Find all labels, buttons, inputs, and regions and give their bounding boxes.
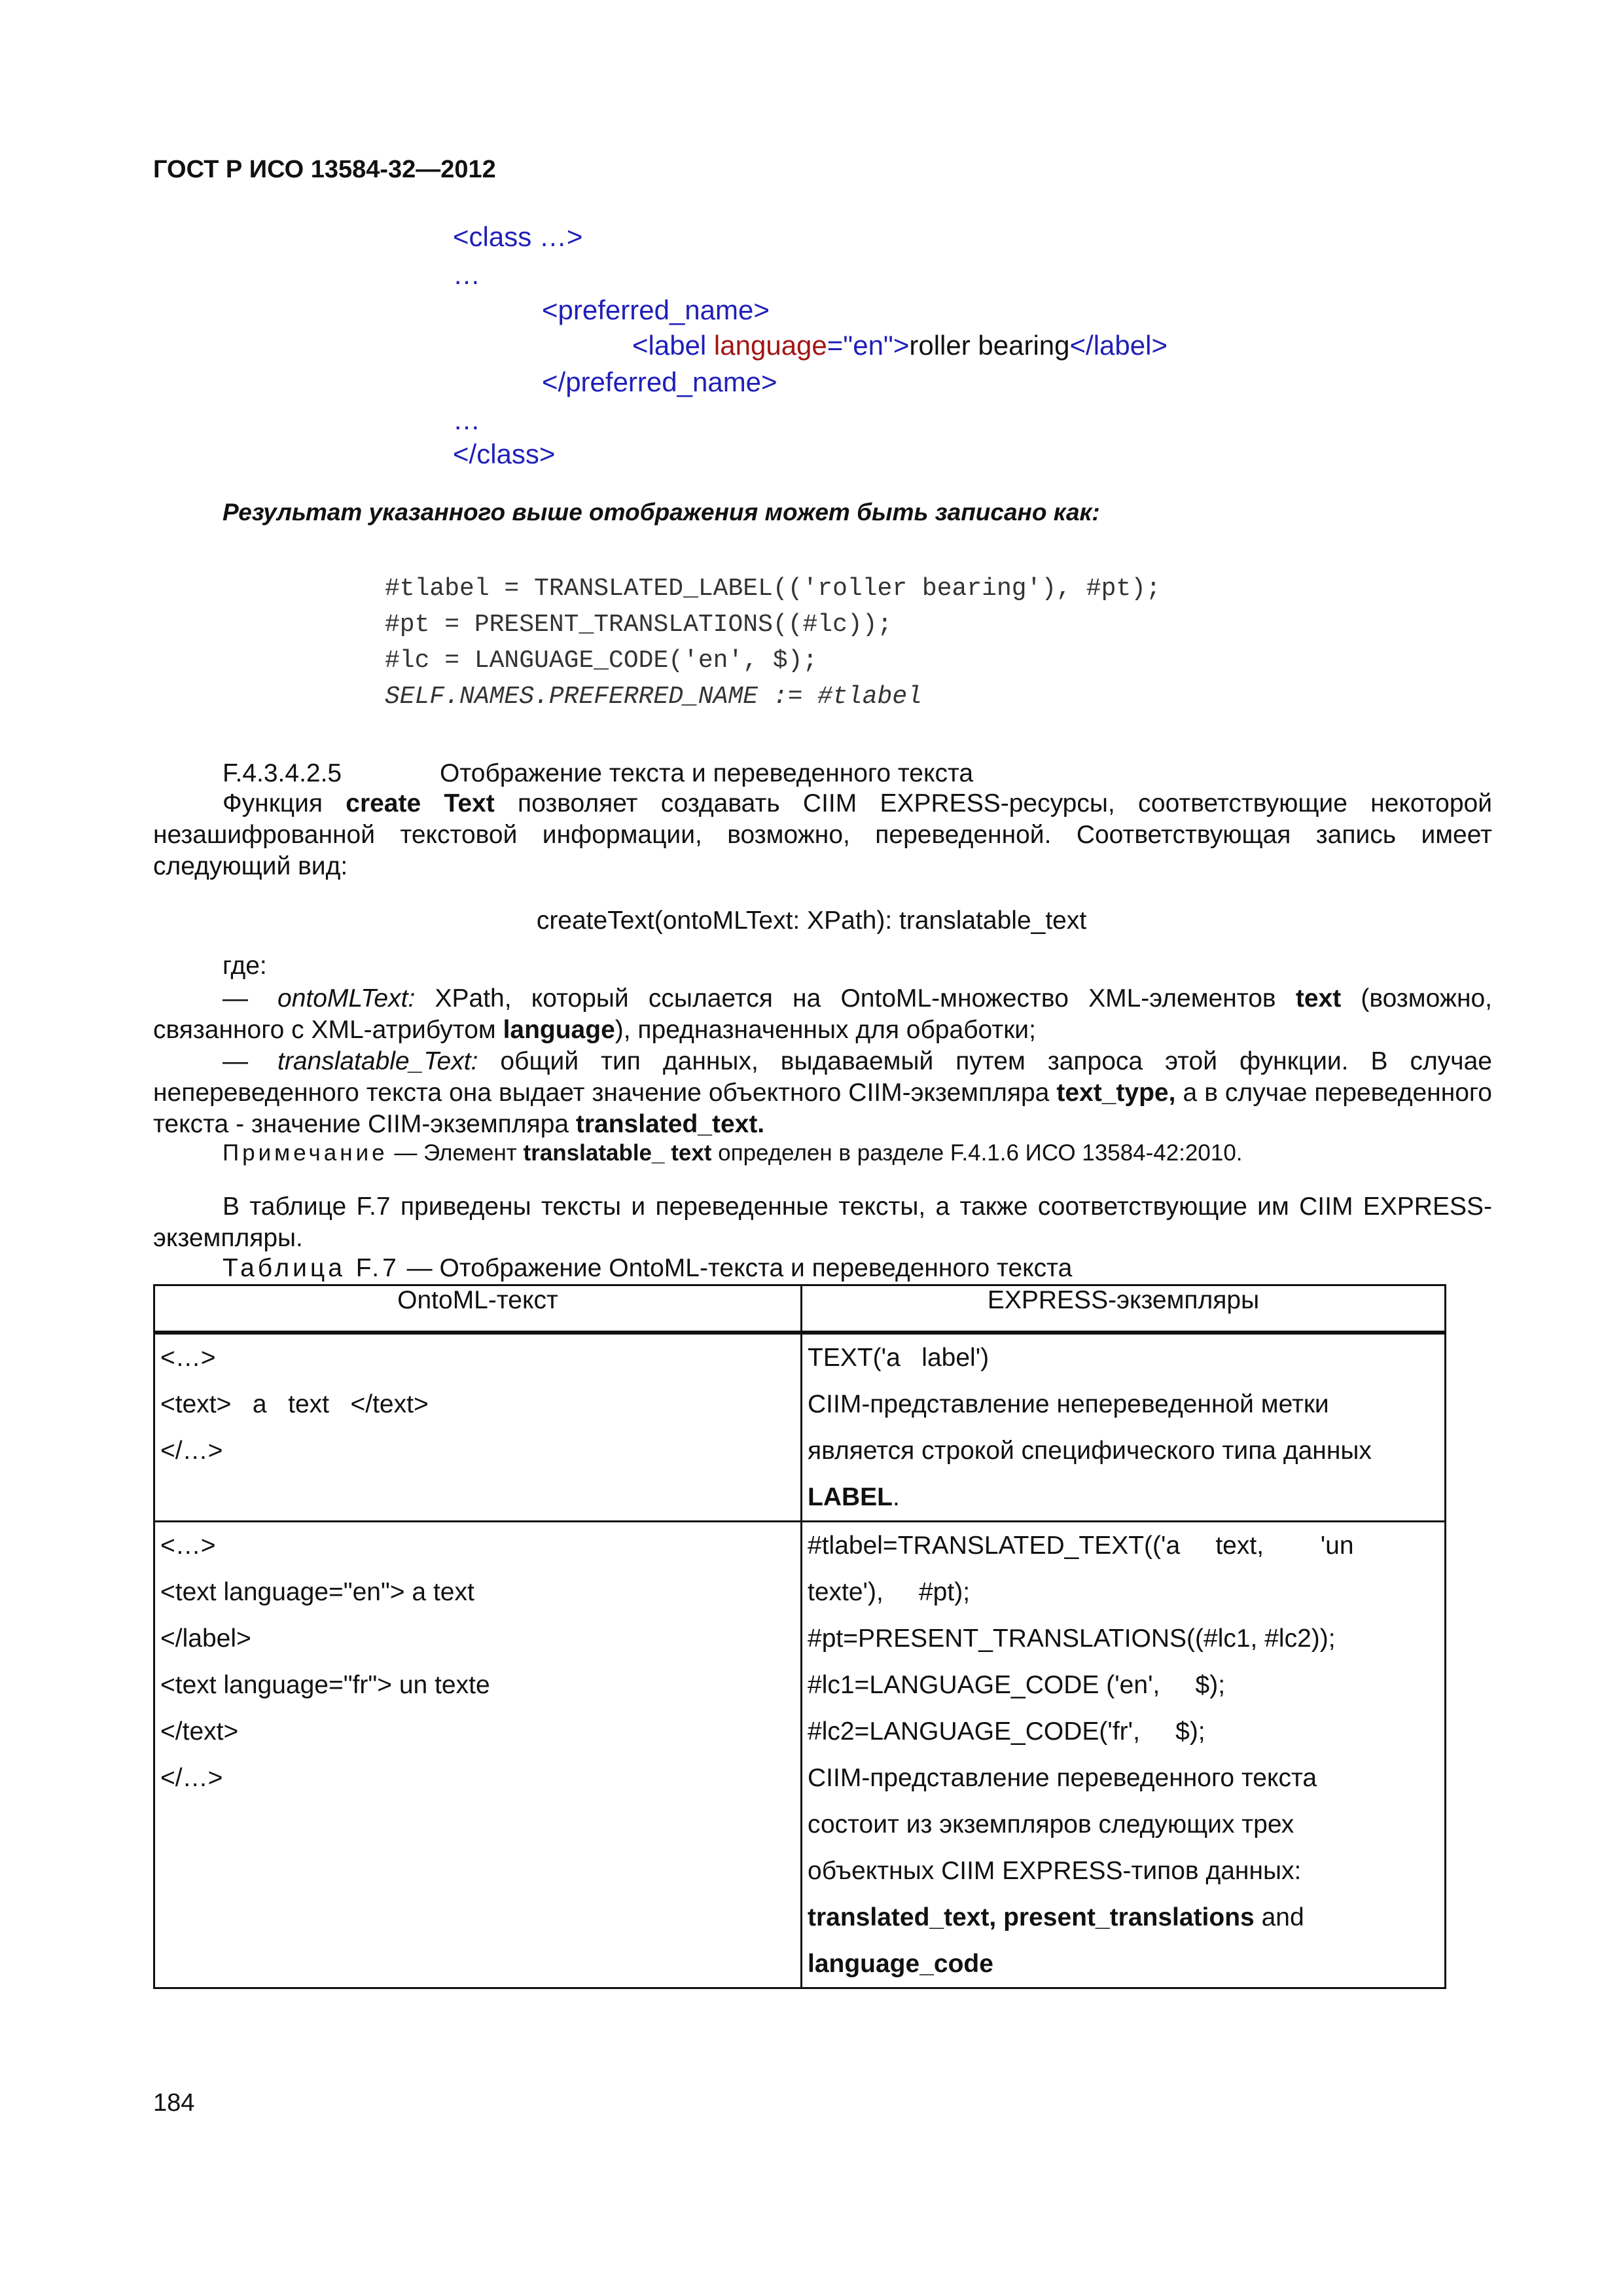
table-header-cell: EXPRESS-экземпляры	[802, 1285, 1446, 1333]
section-title: Отображение текста и переведенного текста	[440, 759, 974, 787]
list-item: — translatable_Text: общий тип данных, выдаваемый путем запроса этой функции. В случае непереведенного текста она выдает значение объектного CIIM-экземпляра text_type, а в случае переведенного текста - значение CIIM-экземпляра translated_text.	[153, 1047, 1492, 1138]
code-line: SELF.NAMES.PREFERRED_NAME := #tlabel	[385, 683, 922, 711]
table-f7	[153, 1284, 1446, 1989]
xml-preferred-name-open: <preferred_name>	[542, 295, 770, 325]
xml-attr-name: language	[706, 330, 827, 361]
table-caption: Таблица F.7 — Отображение OntoML-текста и переведенного текста	[223, 1254, 1073, 1282]
note-label: Примечание	[223, 1140, 388, 1166]
term-ontomltext: ontoMLText:	[277, 984, 416, 1013]
table-cell-ontoml: <…> <text language="en"> a text </label> <text language="fr"> un texte </text> </…>	[154, 1522, 802, 1988]
xml-ellipsis: …	[453, 259, 480, 290]
paragraph: В таблице F.7 приведены тексты и переведенные тексты, а также соответствующие им CIIM EXPRESS-экземпляры.	[153, 1193, 1492, 1252]
xml-class-close: </class>	[453, 439, 556, 469]
xml-ellipsis: …	[453, 404, 480, 435]
table-row	[154, 1522, 1446, 1988]
table-row	[154, 1333, 1446, 1522]
page-number: 184	[153, 2089, 195, 2117]
result-caption: Результат указанного выше отображения может быть записано как:	[223, 499, 1100, 526]
formula: createText(ontoMLText: XPath): translatable_text	[536, 906, 1087, 935]
table-header-cell: OntoML-текст	[154, 1285, 802, 1333]
xml-label-tag: <label	[632, 330, 707, 361]
code-line: #tlabel = TRANSLATED_LABEL(('roller bearing'), #pt);	[385, 575, 1161, 603]
table-cell-express: TEXT('a label') CIIM-представление непереведенной метки является строкой специфического типа данных LABEL.	[802, 1333, 1446, 1522]
paragraph: Функция create Text позволяет создавать CIIM EXPRESS-ресурсы, соответствующие некоторой незашифрованной текстовой информации, возможно, переведенной. Соответствующая запись имеет следующий вид:	[153, 789, 1492, 880]
xml-class-open: <class …>	[453, 221, 583, 252]
list-item: — ontoMLText: XPath, который ссылается на OntoML-множество XML-элементов text (возможно, связанного с XML-атрибутом language), предназначенных для обработки;	[153, 984, 1493, 1044]
section-number: F.4.3.4.2.5	[223, 759, 342, 787]
table-caption-label: Таблица F.7	[223, 1254, 400, 1282]
code-line: #lc = LANGUAGE_CODE('en', $);	[385, 647, 818, 675]
note: Примечание — Элемент translatable_ text определен в разделе F.4.1.6 ИСО 13584-42:2010.	[223, 1140, 1243, 1166]
document-header: ГОСТ Р ИСО 13584-32—2012	[153, 156, 496, 183]
table-cell-ontoml: <…> <text> a text </text> </…>	[154, 1333, 802, 1522]
term-translatable-text: translatable_Text:	[277, 1047, 478, 1075]
table-cell-express: #tlabel=TRANSLATED_TEXT(('a text, 'un texte'), #pt); #pt=PRESENT_TRANSLATIONS((#lc1, #lc2)); #lc1=LANGUAGE_CODE ('en', $); #lc2=LANGUAGE_CODE('fr', $); CIIM-представление переведенного текста состоит из экземпляров следующих трех объектных CIIM EXPRESS-типов данных: translated_text, present_translations and language_code	[802, 1522, 1446, 1988]
term-create-text: create Text	[346, 789, 495, 817]
xml-label-text: roller bearing	[909, 330, 1070, 361]
xml-preferred-name-close: </preferred_name>	[542, 367, 777, 397]
code-line: #pt = PRESENT_TRANSLATIONS((#lc));	[385, 611, 893, 639]
where-label: где:	[223, 952, 267, 980]
xml-label-close: </label>	[1069, 330, 1168, 361]
xml-attr-value: ="en">	[827, 330, 910, 361]
xml-label-line	[632, 330, 1168, 361]
